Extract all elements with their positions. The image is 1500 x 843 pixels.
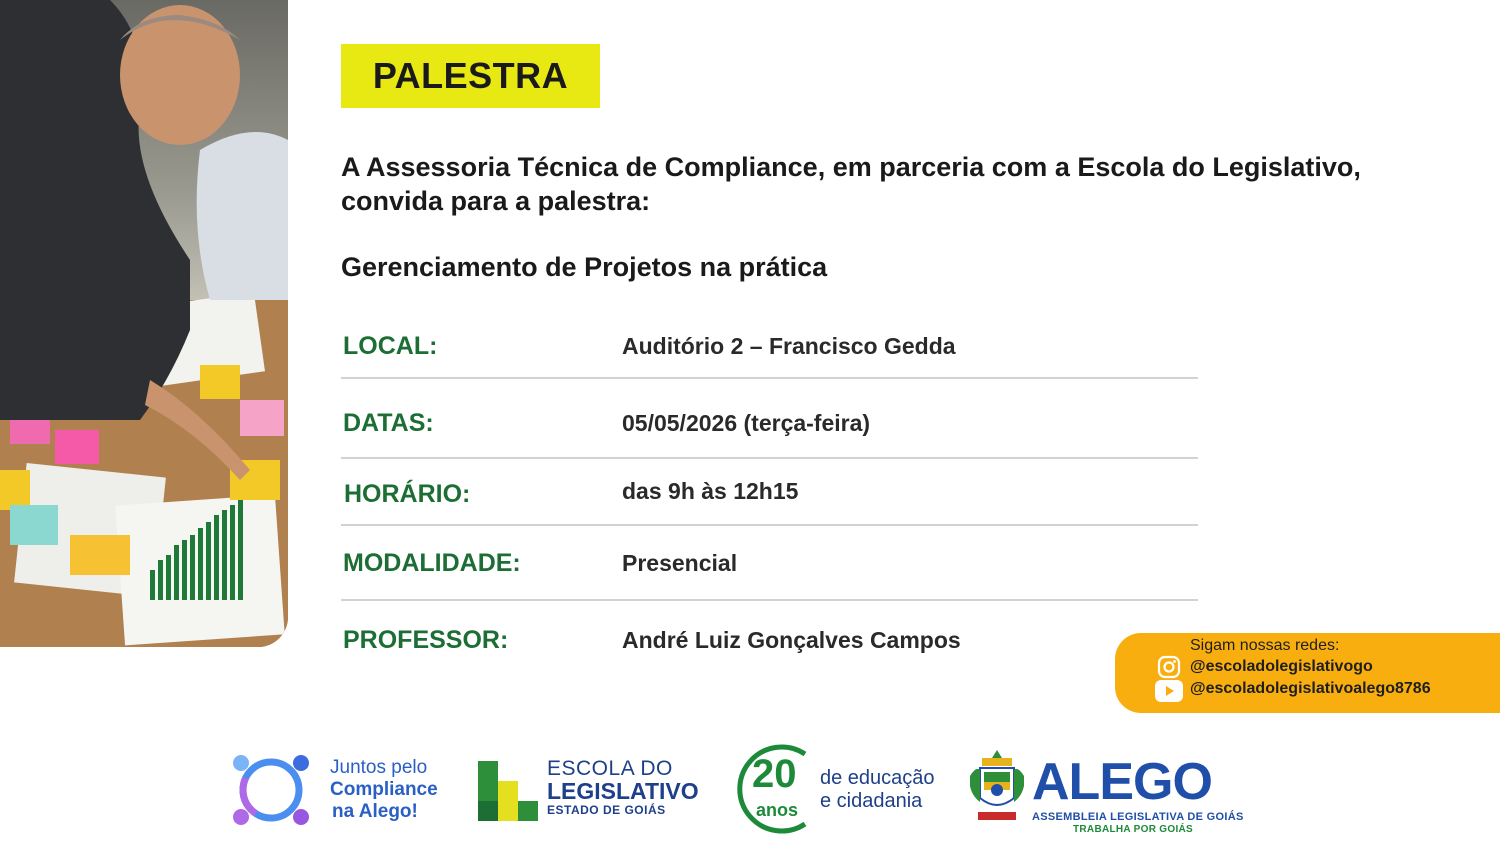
modalidade-value: Presencial <box>622 550 738 576</box>
horario-value: das 9h às 12h15 <box>622 478 799 504</box>
professor-value: André Luiz Gonçalves Campos <box>622 627 961 653</box>
anos-word: anos <box>756 800 799 820</box>
escola-line-1: ESCOLA DO <box>547 757 673 780</box>
anos-line-1: de educação <box>820 767 935 789</box>
instagram-handle[interactable]: @escoladolegislativogo <box>1190 658 1373 675</box>
compliance-text <box>330 757 438 823</box>
escola-line-3: ESTADO DE GOIÁS <box>547 803 666 817</box>
divider <box>341 524 1198 526</box>
escola-line-2: LEGISLATIVO <box>547 778 699 804</box>
divider <box>341 377 1198 379</box>
alego-coat-of-arms <box>966 746 1028 828</box>
alego-name: ALEGO <box>1032 753 1212 811</box>
palestra-badge: PALESTRA <box>341 44 600 108</box>
compliance-logo <box>228 750 314 830</box>
modalidade-label: MODALIDADE: <box>343 549 521 577</box>
datas-label: DATAS: <box>343 409 434 437</box>
header-photo <box>0 0 288 647</box>
professor-label: PROFESSOR: <box>343 626 509 654</box>
anos-line-2: e cidadania <box>820 790 923 812</box>
compliance-line-1: Juntos pelo <box>330 757 428 778</box>
youtube-icon[interactable] <box>1155 680 1183 702</box>
lecture-title: Gerenciamento de Projetos na prática <box>341 252 828 282</box>
intro-line-1: A Assessoria Técnica de Compliance, em parceria com a Escola do Legislativo, <box>341 152 1361 182</box>
divider <box>341 457 1198 459</box>
escola-logo-mark <box>478 761 538 821</box>
meeting-photo-illustration <box>0 0 288 647</box>
social-heading: Sigam nossas redes: <box>1190 637 1340 654</box>
20-anos-badge <box>730 740 820 838</box>
intro-text <box>341 150 1441 218</box>
coat-of-arms-icon <box>966 746 1028 828</box>
intro-line-2: convida para a palestra: <box>341 186 651 216</box>
divider <box>341 599 1198 601</box>
alego-slogan: TRABALHA POR GOIÁS <box>1073 824 1194 835</box>
datas-value: 05/05/2026 (terça-feira) <box>622 410 871 436</box>
compliance-line-3: na Alego! <box>332 801 418 822</box>
horario-label: HORÁRIO: <box>344 480 471 508</box>
local-value: Auditório 2 – Francisco Gedda <box>622 333 956 359</box>
anos-number: 20 <box>752 752 797 796</box>
escola-text <box>547 758 699 818</box>
youtube-handle[interactable]: @escoladolegislativoalego8786 <box>1190 680 1431 697</box>
social-panel <box>1115 633 1500 713</box>
compliance-line-2: Compliance <box>330 779 438 800</box>
local-label: LOCAL: <box>343 332 438 360</box>
instagram-icon[interactable] <box>1157 655 1181 679</box>
escola-logo-icon <box>478 761 538 821</box>
alego-subtitle: ASSEMBLEIA LEGISLATIVA DE GOIÁS <box>1032 811 1244 823</box>
compliance-logo-icon <box>228 750 314 830</box>
anos-text <box>820 767 935 813</box>
